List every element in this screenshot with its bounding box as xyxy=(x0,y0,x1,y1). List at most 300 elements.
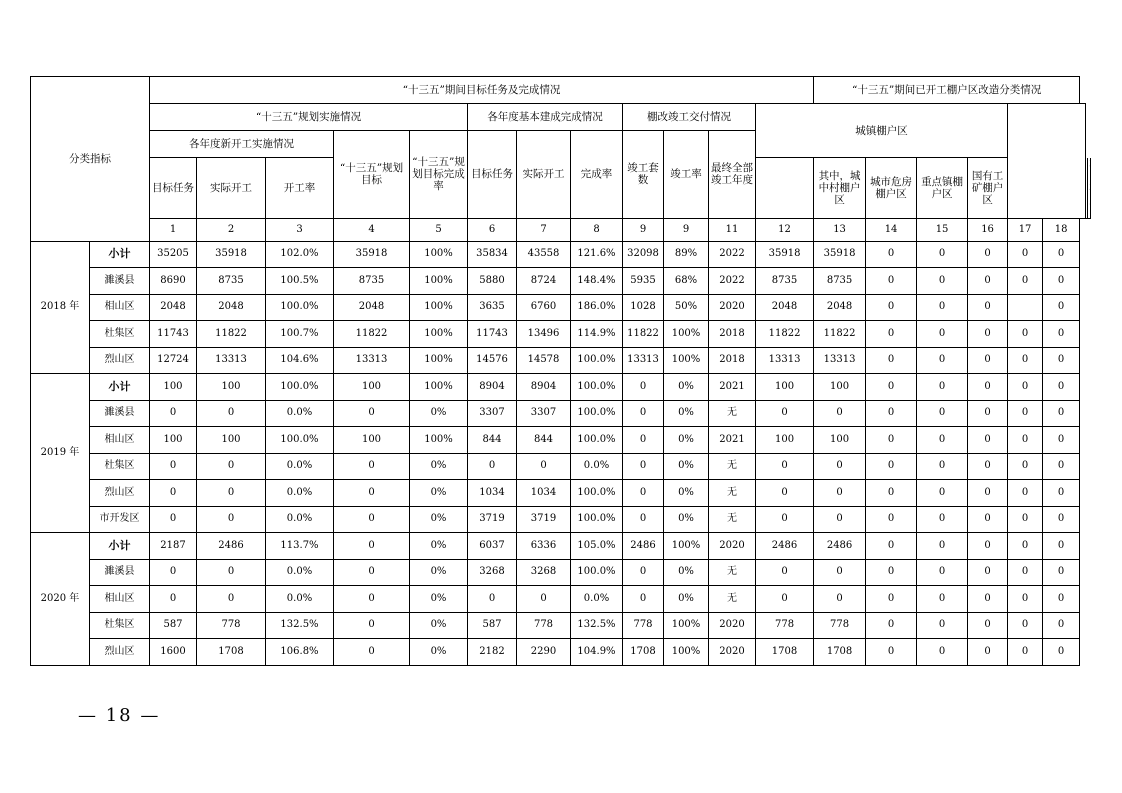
table-cell: 1600 xyxy=(150,639,197,666)
table-cell: 0 xyxy=(866,612,917,639)
table-cell: 0 xyxy=(623,374,664,401)
table-cell: 0 xyxy=(334,506,410,533)
table-cell: 0 xyxy=(1043,241,1080,268)
table-cell: 100.0% xyxy=(571,400,623,427)
build-target-header: 目标任务 xyxy=(468,131,517,219)
table-cell: 0 xyxy=(1008,506,1043,533)
table-cell: 1034 xyxy=(468,480,517,507)
table-cell: 2048 xyxy=(756,294,814,321)
table-cell: 1708 xyxy=(814,639,866,666)
table-cell: 587 xyxy=(468,612,517,639)
table-cell xyxy=(1008,294,1043,321)
table-cell: 100% xyxy=(410,347,468,374)
table-cell: 无 xyxy=(709,586,756,613)
region-label: 濉溪县 xyxy=(90,268,150,295)
table-cell: 68% xyxy=(664,268,709,295)
annual-start-header: 各年度新开工实施情况 xyxy=(150,131,334,158)
table-cell: 844 xyxy=(517,427,571,454)
table-cell: 0 xyxy=(1043,533,1080,560)
annual-build-header: 各年度基本建成完成情况 xyxy=(468,104,623,131)
table-cell: 6037 xyxy=(468,533,517,560)
table-cell: 0 xyxy=(1043,586,1080,613)
column-number: 18 xyxy=(1043,218,1080,241)
table-cell: 0.0% xyxy=(266,480,334,507)
table-cell: 0% xyxy=(664,453,709,480)
table-cell: 0 xyxy=(814,559,866,586)
table-cell: 100 xyxy=(197,374,266,401)
table-cell: 1708 xyxy=(623,639,664,666)
table-row xyxy=(31,347,1091,374)
table-cell: 2486 xyxy=(814,533,866,560)
table-cell: 100% xyxy=(410,241,468,268)
table-cell: 0 xyxy=(1008,241,1043,268)
table-cell: 2187 xyxy=(150,533,197,560)
table-cell: 100% xyxy=(410,427,468,454)
table-cell: 0 xyxy=(334,400,410,427)
table-cell: 0 xyxy=(866,427,917,454)
table-cell: 100 xyxy=(197,427,266,454)
table-cell: 8690 xyxy=(150,268,197,295)
table-cell: 0 xyxy=(150,400,197,427)
key-town-header: 重点镇棚户区 xyxy=(917,158,968,219)
table-cell: 0 xyxy=(623,400,664,427)
column-number: 11 xyxy=(709,218,756,241)
column-number: 9 xyxy=(664,218,709,241)
table-cell: 2486 xyxy=(623,533,664,560)
table-cell: 100.5% xyxy=(266,268,334,295)
table-row xyxy=(31,400,1091,427)
table-cell: 0% xyxy=(664,374,709,401)
table-cell: 2022 xyxy=(709,241,756,268)
table-row xyxy=(31,321,1091,348)
table-cell: 0 xyxy=(866,321,917,348)
table-cell: 2020 xyxy=(709,533,756,560)
table-cell: 0 xyxy=(756,453,814,480)
table-cell: 0 xyxy=(623,559,664,586)
table-cell: 0% xyxy=(410,533,468,560)
table-cell: 0 xyxy=(197,400,266,427)
table-cell: 778 xyxy=(814,612,866,639)
year-label: 2019 年 xyxy=(31,374,90,533)
table-cell: 11822 xyxy=(197,321,266,348)
table-cell: 0 xyxy=(917,374,968,401)
table-cell: 587 xyxy=(150,612,197,639)
table-cell: 114.9% xyxy=(571,321,623,348)
region-label: 小计 xyxy=(90,533,150,560)
table-cell: 0 xyxy=(334,533,410,560)
column-number: 5 xyxy=(410,218,468,241)
table-cell: 0 xyxy=(968,374,1008,401)
start-rate-header: 开工率 xyxy=(266,158,334,219)
table-cell: 35205 xyxy=(150,241,197,268)
region-label: 烈山区 xyxy=(90,347,150,374)
region-label: 杜集区 xyxy=(90,321,150,348)
start-target-header: 目标任务 xyxy=(150,158,197,219)
table-cell: 3307 xyxy=(517,400,571,427)
table-cell: 100 xyxy=(334,427,410,454)
table-cell: 0% xyxy=(664,480,709,507)
table-cell: 8724 xyxy=(517,268,571,295)
table-cell: 0 xyxy=(814,400,866,427)
table-cell: 0% xyxy=(664,427,709,454)
table-cell: 132.5% xyxy=(571,612,623,639)
table-cell: 778 xyxy=(756,612,814,639)
table-cell: 3268 xyxy=(517,559,571,586)
table-cell: 0 xyxy=(1043,427,1080,454)
table-cell: 0 xyxy=(1008,374,1043,401)
table-cell: 35918 xyxy=(814,241,866,268)
table-cell: 0 xyxy=(517,586,571,613)
table-cell: 100% xyxy=(410,321,468,348)
table-cell: 13313 xyxy=(814,347,866,374)
column-number: 17 xyxy=(1008,218,1043,241)
table-cell: 0 xyxy=(968,241,1008,268)
table-row xyxy=(31,639,1091,666)
table-cell: 100 xyxy=(150,427,197,454)
table-cell: 0 xyxy=(917,586,968,613)
table-cell: 0 xyxy=(1008,347,1043,374)
table-cell: 0 xyxy=(756,506,814,533)
table-cell: 0 xyxy=(468,586,517,613)
table-cell: 0 xyxy=(866,374,917,401)
table-cell: 0 xyxy=(866,639,917,666)
table-cell: 100% xyxy=(410,268,468,295)
column-number: 3 xyxy=(266,218,334,241)
table-cell: 11743 xyxy=(150,321,197,348)
table-cell: 0 xyxy=(917,506,968,533)
group-b-header: “十三五”期间已开工棚户区改造分类情况 xyxy=(814,77,1080,104)
table-cell: 0.0% xyxy=(266,559,334,586)
table-cell: 0% xyxy=(410,586,468,613)
table-cell: 2048 xyxy=(197,294,266,321)
table-cell: 100 xyxy=(334,374,410,401)
table-cell: 0.0% xyxy=(571,586,623,613)
table-cell: 2022 xyxy=(709,268,756,295)
column-number: 1 xyxy=(150,218,197,241)
table-cell: 13313 xyxy=(623,347,664,374)
table-row xyxy=(31,533,1091,560)
table-cell: 无 xyxy=(709,453,756,480)
table-cell: 844 xyxy=(468,427,517,454)
table-cell: 100.0% xyxy=(571,506,623,533)
table-cell: 35834 xyxy=(468,241,517,268)
table-cell: 0 xyxy=(197,559,266,586)
table-cell: 0 xyxy=(334,586,410,613)
page-number: — 18 — xyxy=(78,705,161,726)
table-cell: 0 xyxy=(1043,559,1080,586)
region-label: 杜集区 xyxy=(90,453,150,480)
table-cell: 1034 xyxy=(517,480,571,507)
table-cell: 148.4% xyxy=(571,268,623,295)
table-cell: 2020 xyxy=(709,294,756,321)
table-cell: 无 xyxy=(709,559,756,586)
table-cell: 100% xyxy=(664,347,709,374)
table-cell: 100 xyxy=(756,374,814,401)
table-cell: 0% xyxy=(664,400,709,427)
table-cell: 0% xyxy=(664,506,709,533)
table-cell: 0 xyxy=(917,612,968,639)
table-cell: 778 xyxy=(197,612,266,639)
table-cell: 无 xyxy=(709,506,756,533)
table-cell: 0% xyxy=(410,400,468,427)
table-cell: 2018 xyxy=(709,321,756,348)
delivery-header: 棚改竣工交付情况 xyxy=(623,104,756,131)
table-cell: 2021 xyxy=(709,374,756,401)
table-cell: 778 xyxy=(517,612,571,639)
table-cell: 0 xyxy=(866,294,917,321)
column-number: 2 xyxy=(197,218,266,241)
region-label: 杜集区 xyxy=(90,612,150,639)
table-cell: 0 xyxy=(814,453,866,480)
column-number: 4 xyxy=(334,218,410,241)
table-cell: 0.0% xyxy=(266,400,334,427)
table-cell: 0 xyxy=(968,347,1008,374)
table-cell: 0 xyxy=(1043,321,1080,348)
table-cell: 0 xyxy=(1008,427,1043,454)
table-cell: 14578 xyxy=(517,347,571,374)
table-cell: 0% xyxy=(410,639,468,666)
table-cell: 2021 xyxy=(709,427,756,454)
table-cell: 0 xyxy=(1008,453,1043,480)
table-cell: 0 xyxy=(917,639,968,666)
table-cell: 0 xyxy=(917,268,968,295)
table-cell: 0 xyxy=(756,480,814,507)
table-cell: 0 xyxy=(756,559,814,586)
group-a-header: “十三五”期间目标任务及完成情况 xyxy=(150,77,814,104)
table-cell: 0 xyxy=(968,639,1008,666)
table-row xyxy=(31,559,1091,586)
table-cell: 35918 xyxy=(756,241,814,268)
table-cell: 100 xyxy=(814,427,866,454)
table-cell: 0 xyxy=(1008,612,1043,639)
table-cell: 0 xyxy=(968,586,1008,613)
table-cell: 8904 xyxy=(517,374,571,401)
table-cell: 0 xyxy=(917,533,968,560)
table-cell: 2290 xyxy=(517,639,571,666)
table-cell: 无 xyxy=(709,400,756,427)
table-cell: 11822 xyxy=(814,321,866,348)
column-number: 15 xyxy=(917,218,968,241)
table-cell: 132.5% xyxy=(266,612,334,639)
table-cell: 无 xyxy=(709,480,756,507)
table-cell: 43558 xyxy=(517,241,571,268)
region-label: 濉溪县 xyxy=(90,559,150,586)
table-cell: 0 xyxy=(968,400,1008,427)
year-label: 2020 年 xyxy=(31,533,90,666)
dilapidated-header: 城市危房棚户区 xyxy=(866,158,917,219)
plan-header: “十三五”规划实施情况 xyxy=(150,104,468,131)
table-cell: 0 xyxy=(968,559,1008,586)
table-cell: 6336 xyxy=(517,533,571,560)
table-cell: 0 xyxy=(917,321,968,348)
table-cell: 0 xyxy=(334,639,410,666)
table-cell: 100% xyxy=(410,374,468,401)
table-cell: 2048 xyxy=(334,294,410,321)
table-cell: 3307 xyxy=(468,400,517,427)
table-cell: 13313 xyxy=(197,347,266,374)
build-actual-header: 实际开工 xyxy=(517,131,571,219)
table-row xyxy=(31,374,1091,401)
table-cell: 0 xyxy=(1008,268,1043,295)
table-cell: 0 xyxy=(150,559,197,586)
table-cell: 102.0% xyxy=(266,241,334,268)
table-cell: 0 xyxy=(917,347,968,374)
table-cell: 0% xyxy=(410,612,468,639)
table-cell: 0 xyxy=(1008,586,1043,613)
table-cell: 0 xyxy=(917,241,968,268)
done-sets-header: 竣工套数 xyxy=(623,131,664,219)
column-number: 16 xyxy=(968,218,1008,241)
table-cell: 8735 xyxy=(814,268,866,295)
table-cell: 8735 xyxy=(197,268,266,295)
table-cell: 121.6% xyxy=(571,241,623,268)
column-number: 6 xyxy=(468,218,517,241)
table-cell: 89% xyxy=(664,241,709,268)
table-cell: 35918 xyxy=(334,241,410,268)
table-cell: 105.0% xyxy=(571,533,623,560)
table-cell: 0 xyxy=(866,480,917,507)
table-cell: 11743 xyxy=(468,321,517,348)
table-cell: 0 xyxy=(917,427,968,454)
table-cell: 0 xyxy=(1043,612,1080,639)
table-cell: 2020 xyxy=(709,639,756,666)
table-cell: 0 xyxy=(197,586,266,613)
column-number: 14 xyxy=(866,218,917,241)
table-cell: 100% xyxy=(664,639,709,666)
table-cell: 104.9% xyxy=(571,639,623,666)
table-cell: 0 xyxy=(1008,321,1043,348)
table-cell: 0% xyxy=(410,506,468,533)
table-cell: 100.0% xyxy=(266,294,334,321)
table-cell: 0 xyxy=(866,453,917,480)
table-cell: 186.0% xyxy=(571,294,623,321)
table-cell: 0 xyxy=(968,506,1008,533)
region-label: 小计 xyxy=(90,374,150,401)
table-cell: 0 xyxy=(1043,400,1080,427)
table-cell: 0 xyxy=(814,586,866,613)
table-cell: 0 xyxy=(968,427,1008,454)
plan-rate-header: “十三五”规划目标完成率 xyxy=(410,131,468,219)
table-cell: 0 xyxy=(1043,506,1080,533)
table-cell: 0 xyxy=(623,586,664,613)
table-cell: 113.7% xyxy=(266,533,334,560)
table-cell: 0 xyxy=(917,294,968,321)
table-cell: 778 xyxy=(623,612,664,639)
table-cell: 0 xyxy=(866,400,917,427)
table-cell: 0 xyxy=(1043,374,1080,401)
table-cell: 0 xyxy=(917,559,968,586)
table-cell: 100.7% xyxy=(266,321,334,348)
start-actual-header: 实际开工 xyxy=(197,158,266,219)
table-cell: 13496 xyxy=(517,321,571,348)
table-cell: 2486 xyxy=(197,533,266,560)
table-cell: 0 xyxy=(1008,400,1043,427)
table-cell: 2020 xyxy=(709,612,756,639)
table-cell: 100.0% xyxy=(266,374,334,401)
table-cell: 0 xyxy=(150,480,197,507)
table-cell: 35918 xyxy=(197,241,266,268)
table-row xyxy=(31,586,1091,613)
table-row xyxy=(31,427,1091,454)
table-cell: 0 xyxy=(150,453,197,480)
region-label: 烈山区 xyxy=(90,480,150,507)
table-row xyxy=(31,241,1091,268)
table-cell: 0 xyxy=(623,427,664,454)
table-cell: 2048 xyxy=(150,294,197,321)
table-cell: 11822 xyxy=(623,321,664,348)
table-cell: 100 xyxy=(814,374,866,401)
table-cell: 13313 xyxy=(756,347,814,374)
table-cell: 0 xyxy=(150,586,197,613)
table-cell: 0 xyxy=(334,453,410,480)
table-cell: 3268 xyxy=(468,559,517,586)
table-cell: 11822 xyxy=(756,321,814,348)
table-cell: 0 xyxy=(334,612,410,639)
table-cell: 0 xyxy=(756,400,814,427)
table-cell: 106.8% xyxy=(266,639,334,666)
table-cell: 0 xyxy=(197,453,266,480)
table-cell: 0 xyxy=(814,480,866,507)
table-cell: 3635 xyxy=(468,294,517,321)
table-cell: 0 xyxy=(917,400,968,427)
table-cell: 0 xyxy=(1043,453,1080,480)
table-cell: 0 xyxy=(1008,533,1043,560)
region-label: 相山区 xyxy=(90,427,150,454)
table-cell: 0.0% xyxy=(571,453,623,480)
table-cell: 100 xyxy=(756,427,814,454)
table-row xyxy=(31,294,1091,321)
table-cell: 0 xyxy=(468,453,517,480)
table-cell: 0 xyxy=(517,453,571,480)
table-cell: 0 xyxy=(866,241,917,268)
table-cell: 2018 xyxy=(709,347,756,374)
table-cell: 104.6% xyxy=(266,347,334,374)
region-label: 烈山区 xyxy=(90,639,150,666)
table-cell: 0 xyxy=(917,480,968,507)
table-cell: 11822 xyxy=(334,321,410,348)
year-label: 2018 年 xyxy=(31,241,90,374)
region-label: 濉溪县 xyxy=(90,400,150,427)
table-cell: 5880 xyxy=(468,268,517,295)
table-cell: 13313 xyxy=(334,347,410,374)
urban-village-header: 其中，城中村棚户区 xyxy=(814,158,866,219)
done-rate-header: 竣工率 xyxy=(664,131,709,219)
table-cell: 12724 xyxy=(150,347,197,374)
table-cell: 0 xyxy=(623,506,664,533)
table-cell: 1708 xyxy=(756,639,814,666)
table-cell: 100.0% xyxy=(571,374,623,401)
table-cell: 100.0% xyxy=(571,347,623,374)
table-cell: 0 xyxy=(917,453,968,480)
table-cell: 100% xyxy=(664,533,709,560)
table-cell: 0 xyxy=(197,506,266,533)
table-cell: 1028 xyxy=(623,294,664,321)
table-cell: 0% xyxy=(410,453,468,480)
build-rate-header: 完成率 xyxy=(571,131,623,219)
table-cell: 0.0% xyxy=(266,506,334,533)
region-label: 相山区 xyxy=(90,586,150,613)
column-number: 7 xyxy=(517,218,571,241)
table-cell: 0 xyxy=(1043,347,1080,374)
table-cell: 0 xyxy=(814,506,866,533)
plan-target-header: “十三五”规划目标 xyxy=(334,131,410,219)
table-cell: 0% xyxy=(410,559,468,586)
table-cell: 0 xyxy=(968,268,1008,295)
data-table xyxy=(30,76,1091,666)
table-cell: 0 xyxy=(866,559,917,586)
table-cell: 0 xyxy=(1008,480,1043,507)
table-cell: 0 xyxy=(334,480,410,507)
